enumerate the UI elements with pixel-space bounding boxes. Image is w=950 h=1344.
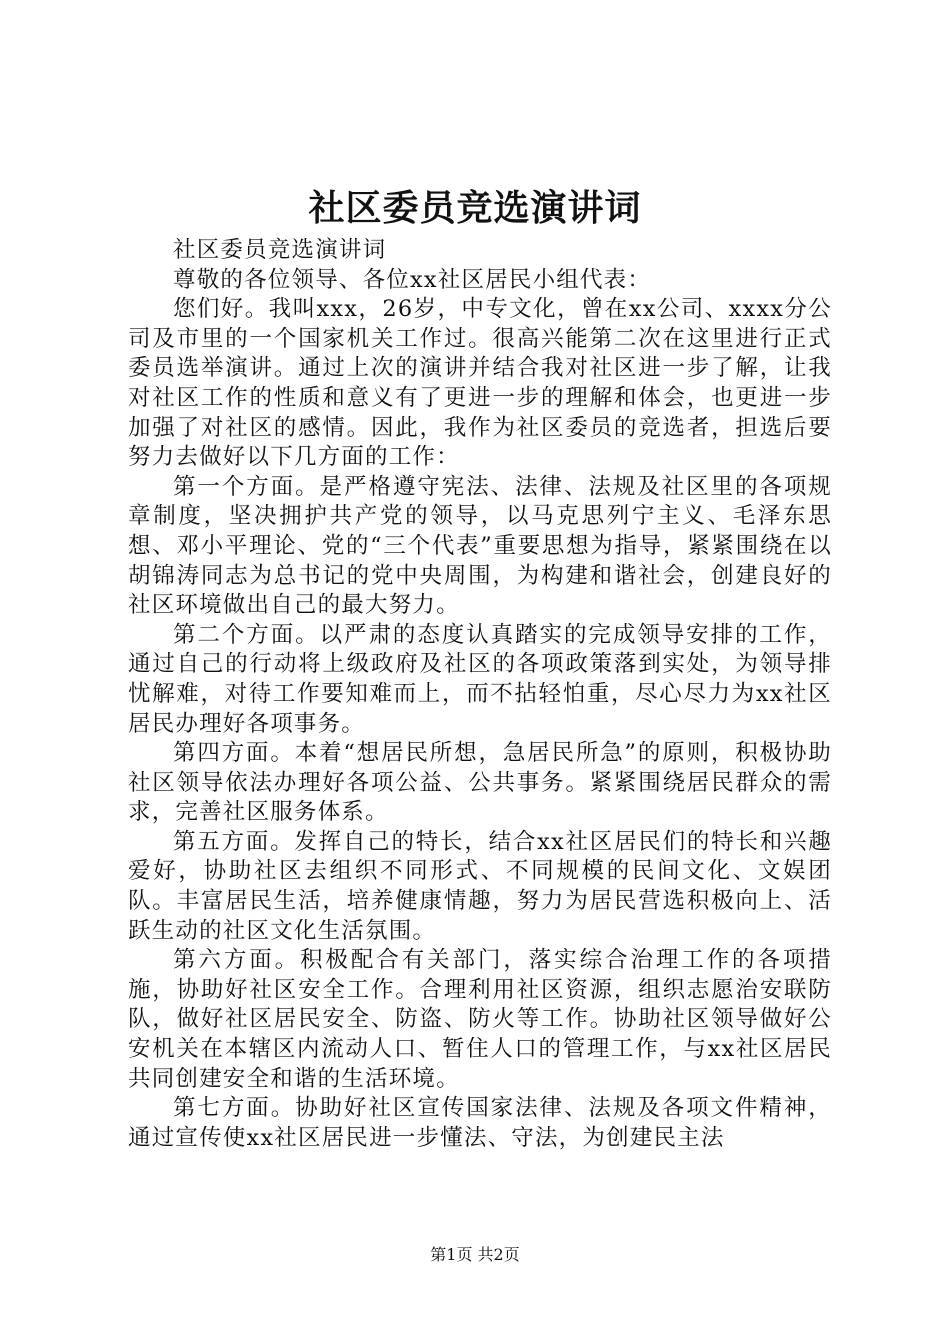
paragraph-heading: 社区委员竞选演讲词 (173, 237, 387, 263)
paragraph-intro: 您们好。我叫xxx，26岁，中专文化，曾在xx公司、xxxx分公司及市里的一个国家机关工作过。很高兴能第二次在这里进行正式委员选举演讲。通过上次的演讲并结合我对社区进一步了解，让我对社区工作的性质和意义有了更进一步的理解和体会，也更进一步加强了对社区的感情。因此，我作为社区委员的竞选者，担选后要努力去做好以下几方面的工作： (128, 296, 832, 471)
paragraph-aspect-2: 第二个方面。以严肃的态度认真踏实的完成领导安排的工作，通过自己的行动将上级政府及社区的各项政策落到实处，为领导排忧解难，对待工作要知难而上，而不拈轻怕重，尽心尽力为xx社区居民办理好各项事务。 (128, 621, 832, 737)
paragraph-salutation: 尊敬的各位领导、各位xx社区居民小组代表： (173, 266, 652, 293)
paragraph-aspect-7: 第七方面。协助好社区宣传国家法律、法规及各项文件精神，通过宣传使xx社区居民进一步懂法、守法，为创建民主法 (128, 1095, 832, 1151)
paragraph-aspect-1: 第一个方面。是严格遵守宪法、法律、法规及社区里的各项规章制度，坚决拥护共产党的领导，以马克思列宁主义、毛泽东思想、邓小平理论、党的“三个代表”重要思想为指导，紧紧围绕在以胡锦涛同志为总书记的党中央周围，为构建和谐社会，创建良好的社区环境做出自己的最大努力。 (128, 473, 832, 619)
paragraph-aspect-5: 第五方面。发挥自己的特长，结合xx社区居民们的特长和兴趣爱好，协助社区去组织不同形式、不同规模的民间文化、文娱团队。丰富居民生活，培养健康情趣，努力为居民营选积极向上、活跃生动的社区文化生活氛围。 (128, 828, 832, 944)
paragraph-aspect-6: 第六方面。积极配合有关部门，落实综合治理工作的各项措施，协助好社区安全工作。合理利用社区资源，组织志愿治安联防队，做好社区居民安全、防盗、防火等工作。协助社区领导做好公安机关在本辖区内流动人口、暂住人口的管理工作，与xx社区居民共同创建安全和谐的生活环境。 (128, 947, 832, 1092)
page-footer: 第1页 共2页 (430, 1245, 520, 1264)
document-body (128, 236, 832, 1153)
page-title: 社区委员竞选演讲词 (308, 187, 642, 229)
paragraph-aspect-4: 第四方面。本着“想居民所想，急居民所急”的原则，积极协助社区领导依法办理好各项公益、公共事务。紧紧围绕居民群众的需求，完善社区服务体系。 (128, 740, 832, 826)
